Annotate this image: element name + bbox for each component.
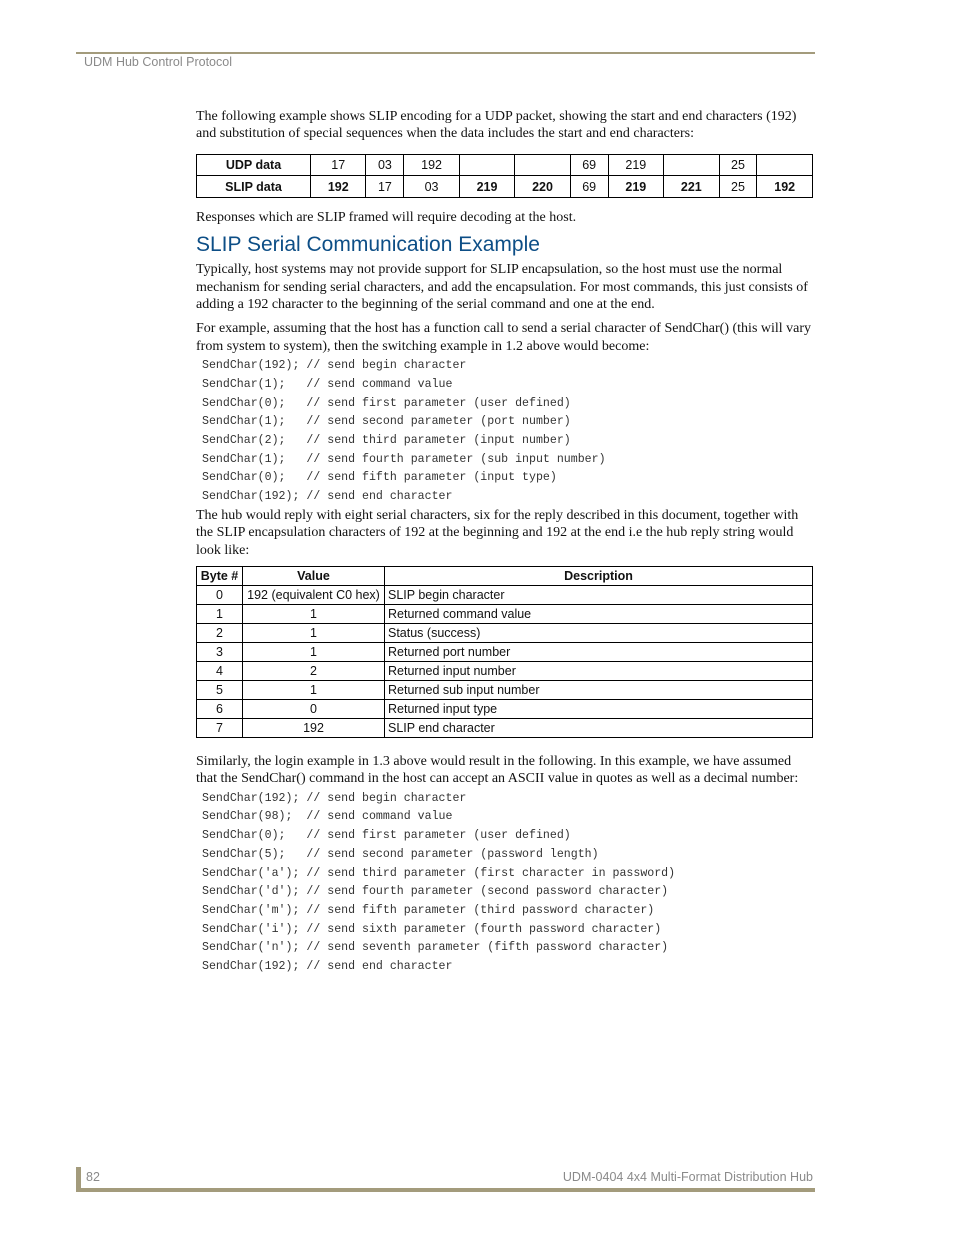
table-cell: 6 bbox=[197, 699, 243, 718]
table-cell bbox=[664, 154, 719, 176]
table-cell: 221 bbox=[664, 176, 719, 198]
table-cell: 69 bbox=[570, 176, 608, 198]
footer-title: UDM-0404 4x4 Multi-Format Distribution Hub bbox=[562, 1170, 813, 1184]
paragraph: The hub would reply with eight serial characters, six for the reply described in this document, together with the SLIP encapsulation characters of 192 at the beginning and 192 at the end i.e the hub reply string would look like: bbox=[196, 507, 799, 558]
table-row bbox=[197, 680, 813, 699]
code-line: SendChar(1); // send command value bbox=[202, 377, 453, 391]
table-cell: 192 bbox=[757, 176, 813, 198]
table-cell: Returned sub input number bbox=[385, 680, 813, 699]
code-line: SendChar(0); // send fifth parameter (input type) bbox=[202, 471, 557, 485]
table-cell: 192 bbox=[243, 718, 385, 737]
code-line: SendChar('i'); // send sixth parameter (fourth password character) bbox=[202, 922, 662, 936]
page-number: 82 bbox=[86, 1170, 100, 1184]
column-header: Description bbox=[385, 566, 813, 585]
row-header: UDP data bbox=[197, 154, 311, 176]
intro-paragraph: The following example shows SLIP encoding for a UDP packet, showing the start and end characters (192) and substitution of special sequences when the data includes the start and end characters: bbox=[196, 109, 797, 142]
table-cell bbox=[515, 154, 570, 176]
table-cell: 2 bbox=[197, 623, 243, 642]
code-line: SendChar(98); // send command value bbox=[202, 810, 453, 824]
table-header-row bbox=[197, 566, 813, 585]
code-line: SendChar(1); // send fourth parameter (sub input number) bbox=[202, 452, 606, 466]
code-line: SendChar('n'); // send seventh parameter (fifth password character) bbox=[202, 941, 669, 955]
table-cell: 17 bbox=[311, 154, 366, 176]
paragraph: For example, assuming that the host has a function call to send a serial character of SendChar() (this will vary from system to system), then the switching example in 1.2 above would become: bbox=[196, 321, 812, 354]
table-cell: 1 bbox=[243, 623, 385, 642]
table-cell: 219 bbox=[459, 176, 514, 198]
table-cell: 0 bbox=[197, 585, 243, 604]
table-cell: SLIP end character bbox=[385, 718, 813, 737]
column-header: Value bbox=[243, 566, 385, 585]
table-cell: 2 bbox=[243, 661, 385, 680]
code-line: SendChar(192); // send begin character bbox=[202, 791, 467, 805]
code-block-switching bbox=[202, 357, 813, 507]
code-line: SendChar(192); // send end character bbox=[202, 959, 453, 973]
table-cell: 192 (equivalent C0 hex) bbox=[243, 585, 385, 604]
slip-encoding-table bbox=[196, 154, 813, 198]
table-cell: 192 bbox=[311, 176, 366, 198]
code-line: SendChar(2); // send third parameter (input number) bbox=[202, 434, 571, 447]
table-cell: 1 bbox=[243, 642, 385, 661]
table-row bbox=[197, 699, 813, 718]
table-cell: 4 bbox=[197, 661, 243, 680]
table-row bbox=[197, 604, 813, 623]
table-row bbox=[197, 642, 813, 661]
code-block-login bbox=[202, 790, 813, 977]
table-cell: 69 bbox=[570, 154, 608, 176]
slip-data-row bbox=[197, 176, 813, 198]
code-line: SendChar('m'); // send fifth parameter (third password character) bbox=[202, 903, 655, 917]
header-rule bbox=[76, 52, 815, 54]
table-cell: 220 bbox=[515, 176, 570, 198]
table-cell: 192 bbox=[404, 154, 459, 176]
code-line: SendChar(0); // send first parameter (user defined) bbox=[202, 396, 571, 410]
code-line: SendChar(1); // send second parameter (port number) bbox=[202, 415, 571, 429]
row-header: SLIP data bbox=[197, 176, 311, 198]
table-cell: 1 bbox=[243, 680, 385, 699]
table-cell: SLIP begin character bbox=[385, 585, 813, 604]
table-cell: Returned command value bbox=[385, 604, 813, 623]
table-cell: 17 bbox=[366, 176, 404, 198]
section-title: SLIP Serial Communication Example bbox=[196, 233, 540, 257]
code-line: SendChar('a'); // send third parameter (first character in password) bbox=[202, 866, 676, 880]
paragraph: Similarly, the login example in 1.3 above would result in the following. In this example, we have assumed that the SendChar() command in the host can accept an ASCII value in quotes as well as a decimal number: bbox=[196, 753, 799, 787]
code-line: SendChar(192); // send end character bbox=[202, 490, 453, 504]
reply-table bbox=[196, 566, 813, 738]
table-row bbox=[197, 718, 813, 737]
column-header: Byte # bbox=[197, 566, 243, 585]
code-line: SendChar(5); // send second parameter (password length) bbox=[202, 847, 599, 861]
footer-rule bbox=[76, 1188, 815, 1192]
table-cell: 219 bbox=[608, 176, 663, 198]
code-line: SendChar(192); // send begin character bbox=[202, 359, 467, 373]
table-cell: Returned input type bbox=[385, 699, 813, 718]
table-cell: 5 bbox=[197, 680, 243, 699]
table-cell: 25 bbox=[719, 176, 757, 198]
table-cell: 3 bbox=[197, 642, 243, 661]
table-cell bbox=[757, 154, 813, 176]
code-line: SendChar('d'); // send fourth parameter (second password character) bbox=[202, 885, 669, 899]
table-row bbox=[197, 623, 813, 642]
table-row bbox=[197, 585, 813, 604]
table-cell: 1 bbox=[197, 604, 243, 623]
code-line: SendChar(0); // send first parameter (user defined) bbox=[202, 829, 571, 843]
table-cell: 0 bbox=[243, 699, 385, 718]
running-header: UDM Hub Control Protocol bbox=[84, 55, 232, 69]
table-cell: 25 bbox=[719, 154, 757, 176]
table-row bbox=[197, 661, 813, 680]
table-cell: 03 bbox=[366, 154, 404, 176]
table-cell: 7 bbox=[197, 718, 243, 737]
table-cell: 219 bbox=[608, 154, 663, 176]
responses-paragraph: Responses which are SLIP framed will require decoding at the host. bbox=[196, 209, 577, 225]
udp-data-row bbox=[197, 154, 813, 176]
table-cell: Returned port number bbox=[385, 642, 813, 661]
table-cell: Status (success) bbox=[385, 623, 813, 642]
paragraph: Typically, host systems may not provide support for SLIP encapsulation, so the host must use the normal mechanism for sending serial characters, and add the encapsulation. For most commands, this just consists of adding a 192 character to the beginning of the serial command and one at the end. bbox=[196, 262, 808, 313]
table-cell bbox=[459, 154, 514, 176]
table-cell: 1 bbox=[243, 604, 385, 623]
table-cell: Returned input number bbox=[385, 661, 813, 680]
table-cell: 03 bbox=[404, 176, 459, 198]
page-content bbox=[196, 108, 813, 977]
